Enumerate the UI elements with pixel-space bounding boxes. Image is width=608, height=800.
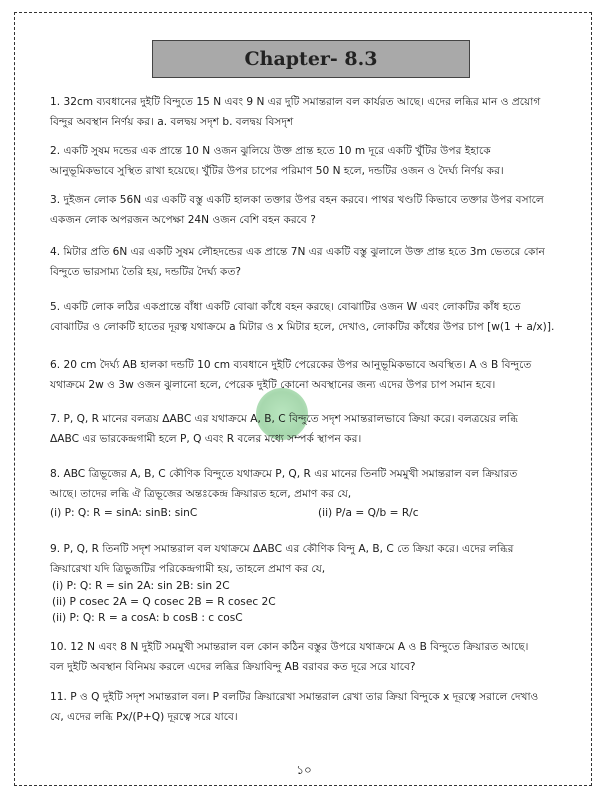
question-8 [50, 465, 570, 524]
question-line: 10. 12 N এবং 8 N দুইটি সমমুখী সমান্তরাল বল কোন কঠিন বস্তুর উপরে যথাক্রমে A ও B বিন্দুতে ক্রিয়ারত আছে। [50, 641, 529, 653]
equation-row [50, 504, 570, 524]
question-11 [50, 688, 570, 727]
question-line: বোঝাটির ও লোকটি হাতের দূরত্ব যথাক্রমে a মিটার ও x মিটার হলে, দেখাও, লোকটির কাঁধের উপর চাপ [w(1 + a/x)]. [50, 320, 555, 333]
question-5 [50, 298, 570, 337]
page-number: ১০ [296, 763, 312, 777]
question-line: ΔABC এর ভারকেন্দ্রগামী হলে P, Q এবং R বলের মধ্যে সম্পর্ক স্থাপন কর। [50, 432, 362, 445]
question-line: 3. দুইজন লোক 56N এর একটি বস্তু একটি হালকা তক্তার উপর বহন করবে। পাথর খণ্ডটি কিভাবে তক্তার উপর বসালে [50, 194, 544, 206]
question-7 [50, 410, 570, 449]
question-3 [50, 191, 570, 230]
question-line: আনুভূমিকভাবে সুস্থিত রাখা হয়েছে। খুঁটির উপর চাপের পরিমাণ 50 N হলে, দন্ডটির ওজন ও দৈর্ঘ্য নির্ণয় কর। [50, 164, 504, 177]
chapter-title: Chapter- 8.3 [152, 40, 470, 78]
question-line: 1. 32cm ব্যবধানের দুইটি বিন্দুতে 15 N এবং 9 N এর দুটি সমান্তরাল বল কার্যরত আছে। এদের লব্ধির মান ও প্রয়োগ [50, 96, 541, 108]
question-line: 5. একটি লোক লঠির একপ্রান্তে বাঁধা একটি বোঝা কাঁধে বহন করছে। বোঝাটির ওজন W এবং লোকটির কাঁধ হতে [50, 301, 521, 313]
question-line: একজন লোক অপরজন অপেক্ষা 24N ওজন বেশি বহন করবে ? [50, 213, 316, 226]
proof-item: (ii) P: Q: R = a cosA: b cosB : c cosC [52, 611, 243, 624]
question-line: বিন্দুর অবস্থান নির্ণয় কর। a. বলদ্বয় সদৃশ b. বলদ্বয় বিসদৃশ [50, 115, 294, 128]
question-line: যথাক্রমে 2w ও 3w ওজন ঝুলানো হলে, পেরেক দুইটি কোনো অবস্থানের জন্য এদের উপর চাপ সমান হবে। [50, 378, 496, 391]
question-10 [50, 638, 570, 677]
question-line: 6. 20 cm দৈর্ঘ্য AB হালকা দন্ডটি 10 cm ব্যবধানে দুইটি পেরেকের উপর আনুভূমিকভাবে অবস্থিত। A ও B বিন্দুতে [50, 359, 532, 371]
question-line: বিন্দুতে ভারসাম্য তৈরি হয়, দন্ডটির দৈর্ঘ্য কত? [50, 265, 242, 278]
equation-left: (i) P: Q: R = sinA: sinB: sinC [50, 507, 198, 520]
question-4 [50, 243, 570, 282]
question-line: 4. মিটার প্রতি 6N এর একটি সুষম লৌহদন্ডের এক প্রান্তে 7N এর একটি বস্তু ঝুলালে উক্ত প্রান্ত হতে 3m ভেতরে কোন [50, 246, 545, 258]
question-line: 11. P ও Q দুইটি সদৃশ সমান্তরাল বল। P বলটির ক্রিয়ারেখা সমান্তরাল রেখা তার ক্রিয়া বিন্দুকে x দূরত্বে সরালে দেখাও [50, 691, 539, 703]
question-2 [50, 142, 570, 181]
equation-right: (ii) P/a = Q/b = R/c [318, 507, 419, 520]
question-line: যে, এদের লব্ধি Px/(P+Q) দূরত্বে সরে যাবে। [50, 710, 238, 723]
question-9 [50, 540, 570, 627]
question-line: 9. P, Q, R তিনটি সদৃশ সমান্তরাল বল যথাক্রমে ΔABC এর কৌণিক বিন্দু A, B, C তে ক্রিয়া করে। এদের লব্ধির [50, 543, 514, 555]
question-1 [50, 93, 570, 132]
question-6 [50, 356, 570, 395]
proof-item: (ii) P cosec 2A = Q cosec 2B = R cosec 2C [52, 596, 276, 609]
question-line: বল দুইটি অবস্থান বিনিময় করলে এদের লব্ধির ক্রিয়াবিন্দু AB বরাবর কত দূরে সরে যাবে? [50, 660, 416, 673]
question-line: 7. P, Q, R মানের বলত্রয় ΔABC এর যথাক্রমে A, B, C বিন্দুতে সদৃশ সমান্তরালভাবে ক্রিয়া করে। বলত্রয়ের লব্ধি [50, 413, 518, 425]
question-line: 2. একটি সুষম দন্ডের এক প্রান্তে 10 N ওজন ঝুলিয়ে উক্ত প্রান্ত হতে 10 m দূরে একটি খুঁটির উপর ইহাকে [50, 145, 491, 157]
proof-item: (i) P: Q: R = sin 2A: sin 2B: sin 2C [52, 580, 230, 593]
question-line: আছে। তাদের লব্ধি ঐ ত্রিভূজের অন্তঃকেন্দ্র ক্রিয়ারত হলে, প্রমাণ কর যে, [50, 487, 352, 500]
question-line: 8. ABC ত্রিভূজের A, B, C কৌণিক বিন্দুতে যথাক্রমে P, Q, R এর মানের তিনটি সমমুখী সমান্তরাল বল ক্রিয়ারত [50, 468, 518, 480]
question-line: ক্রিয়ারেখা যদি ত্রিভুজটির পরিকেন্দ্রগামী হয়, তাহলে প্রমাণ কর যে, [50, 562, 326, 575]
